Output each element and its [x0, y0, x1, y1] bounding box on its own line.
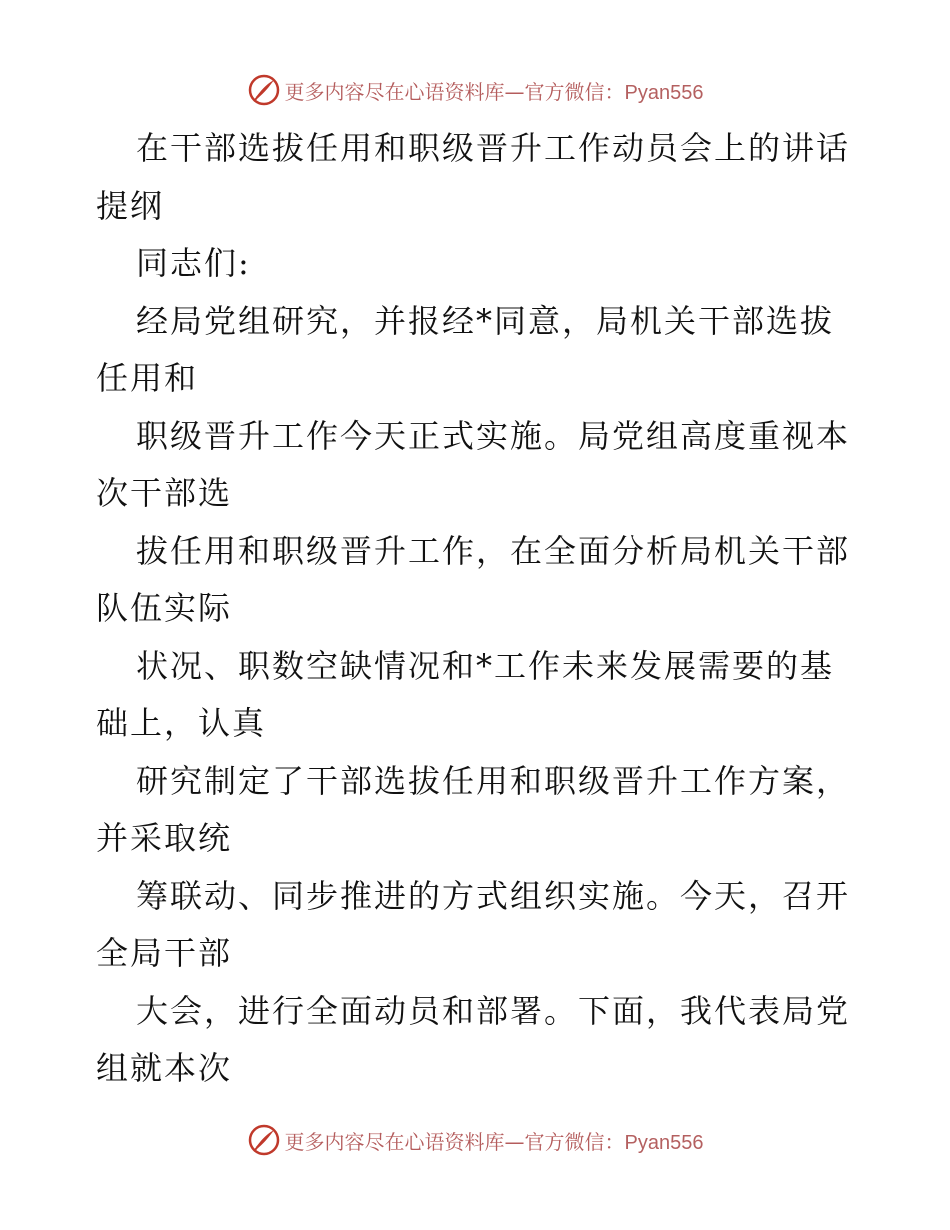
wechat-label: 官方微信： [524, 79, 625, 104]
paragraph-line: 职级晋升工作今天正式实施。局党组高度重视本 [136, 416, 851, 455]
paragraph-line: 状况、职数空缺情况和*工作未来发展需要的基 [136, 646, 835, 685]
header-banner [0, 70, 950, 110]
paragraph-line: 组就本次 [96, 1049, 233, 1087]
wechat-label: 官方微信： [524, 1129, 625, 1154]
paragraph-line: 大会，进行全面动员和部署。下面，我代表局党 [136, 991, 851, 1030]
footer-banner [0, 1120, 950, 1160]
brand-text: 更多内容尽在心语资料库 [284, 1129, 505, 1154]
wechat-id: Pyan556 [624, 81, 704, 104]
paragraph-line: 础上，认真 [96, 704, 267, 742]
doc-title-line-1: 在干部选拔任用和职级晋升工作动员会上的讲话 [136, 129, 851, 167]
paragraph-line: 任用和 [96, 359, 199, 397]
feather-pen-circle-icon [247, 1123, 281, 1157]
paragraph-line: 经局党组研究，并报经*同意，局机关干部选拔 [136, 301, 835, 340]
paragraph-line: 全局干部 [96, 934, 233, 972]
wechat-id: Pyan556 [624, 1131, 704, 1154]
dash: — [504, 1129, 525, 1154]
paragraph-line: 拔任用和职级晋升工作，在全面分析局机关干部 [136, 531, 851, 570]
header-banner-text [285, 76, 704, 105]
dash: — [504, 79, 525, 104]
doc-title-line-2: 提纲 [96, 186, 165, 225]
brand-text: 更多内容尽在心语资料库 [284, 79, 505, 104]
paragraph-line: 队伍实际 [96, 589, 233, 627]
salutation: 同志们: [136, 244, 251, 282]
feather-pen-circle-icon [247, 73, 281, 107]
paragraph-line: 筹联动、同步推进的方式组织实施。今天，召开 [136, 876, 851, 915]
footer-banner-text [285, 1126, 704, 1155]
paragraph-line: 研究制定了干部选拔任用和职级晋升工作方案， [136, 761, 851, 800]
paragraph-line: 并采取统 [96, 819, 233, 857]
document-body [96, 120, 856, 1098]
paragraph-line: 次干部选 [96, 474, 233, 512]
